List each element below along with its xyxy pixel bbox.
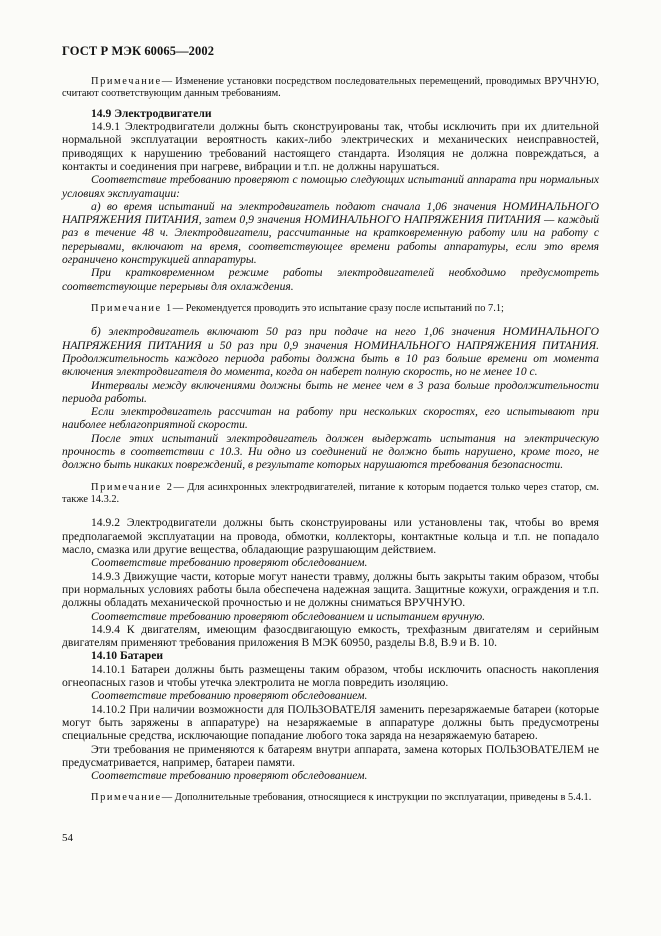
note-1: [62, 303, 599, 315]
document-body: [62, 76, 599, 805]
test-item-b: б) электродвигатель включают 50 раз при подаче на него 1,06 значения НОМИНАЛЬНОГО НАПРЯЖЕНИЯ ПИТАНИЯ и 50 раз при 0,9 значения НОМИНАЛЬНОГО НАПРЯЖЕНИЯ ПИТАНИЯ. Продолжительность каждого периода работы должна быть в 10 раз больше времени от момента включения электродвигателя до момента, когда он наберет полную скорость, но не менее 10 с.: [62, 325, 599, 379]
note-final: [62, 792, 599, 804]
note-final-text: — Дополнительные требования, относящиеся к инструкции по эксплуатации, приведены в 5.4.1.: [161, 792, 592, 804]
clause-14-10-2-check: Соответствие требованию проверяют обследованием.: [91, 769, 368, 783]
note-text: — Изменение установки посредством последовательных перемещений, проводимых ВРУЧНУЮ, считают соответствующим данным требованиям.: [62, 76, 599, 100]
note-2: [62, 482, 599, 507]
section-title-14-9: 14.9 Электродвигатели: [91, 106, 212, 120]
clause-14-9-1: 14.9.1 Электродвигатели должны быть сконструированы так, чтобы исключить при их длительной нормальной эксплуатации вероятность каких-либо электрических и механических неисправностей, приводящих к нарушению требований настоящего стандарта. Изоляция не должна повреждаться, а контакты и соединения при нагреве, вибрации и т.п. не должны нарушаться.: [62, 120, 599, 173]
clause-14-10-1-check: Соответствие требованию проверяют обследованием.: [91, 689, 368, 703]
section-title-14-10: 14.10 Батареи: [91, 649, 164, 663]
compliance-check-intro: Соответствие требованию проверяют с помощью следующих испытаний аппарата при нормальных условиях эксплуатации:: [62, 173, 599, 200]
clause-14-9-4: 14.9.4 К двигателям, имеющим фазосдвигающую емкость, трехфазным двигателям и серийным двигателям применяют требования приложения В МЭК 60950, разделы В.8, В.9 и В. 10.: [62, 622, 599, 650]
clause-14-9-2-check: Соответствие требованию проверяют обследованием.: [91, 556, 368, 570]
clause-14-10-1: 14.10.1 Батареи должны быть размещены таким образом, чтобы исключить опасность накопления огнеопасных газов и чтобы утечка электролита не могла повредить изоляцию.: [62, 662, 599, 690]
test-item-b-speeds: Если электродвигатель рассчитан на работу при нескольких скоростях, его испытывают при наиболее неблагоприятной скорости.: [62, 405, 599, 432]
note-final-label: Примечание: [91, 792, 162, 804]
page-number: 54: [62, 832, 73, 844]
document-header: ГОСТ Р МЭК 60065—2002: [62, 44, 215, 58]
clause-14-9-3-check: Соответствие требованию проверяют обследованием и испытанием вручную.: [91, 609, 486, 623]
note-1-text: — Рекомендуется проводить это испытание сразу после испытаний по 7.1;: [172, 302, 504, 314]
note-intro: [62, 76, 599, 101]
test-item-b-after: После этих испытаний электродвигатель должен выдержать испытания на электрическую прочность в соответствии с 10.3. Ни одно из соединений не должно быть нарушено, кроме того, не должно быть никаких повреждений, в результате которых нарушаются требования безопасности.: [62, 431, 599, 472]
clause-14-10-2: 14.10.2 При наличии возможности для ПОЛЬЗОВАТЕЛЯ заменить перезаряжаемые батареи (которые могут быть заряжены в аппаратуре) на незаряжаемые в аппаратуре должны быть предусмотрены специальные средства, исключающие попадание любого тока заряда на незаряжаемую батарею.: [62, 702, 599, 743]
note-label: Примечание: [91, 76, 162, 87]
clause-14-9-3: 14.9.3 Движущие части, которые могут нанести травму, должны быть закрыты таким образом, чтобы при нормальных условиях работы была обеспечена надежная защита. Защитные кожухи, ограждения и т.п. должны обладать механической прочностью и не должны сниматься ВРУЧНУЮ.: [62, 569, 599, 610]
note-1-label: Примечание 1: [91, 302, 173, 314]
test-item-b-interval: Интервалы между включениями должны быть не менее чем в 3 раза больше продолжительности периода работы.: [62, 378, 599, 405]
note-2-label: Примечание 2: [91, 481, 174, 493]
test-item-a-short-duty: При кратковременном режиме работы электродвигателей необходимо предусмотреть соответствующие перерывы для охлаждения.: [62, 266, 599, 293]
test-item-a: а) во время испытаний на электродвигатель подают сначала 1,06 значения НОМИНАЛЬНОГО НАПРЯЖЕНИЯ ПИТАНИЯ, затем 0,9 значения НОМИНАЛЬНОГО НАПРЯЖЕНИЯ ПИТАНИЯ — каждый раз в течение 48 ч. Электродвигатели, рассчитанные на кратковременную работу или на работу с перерывами, включают на время, соответствующее времени работы аппаратуры, если это время ограничено конструкцией аппаратуры.: [62, 199, 599, 267]
clause-14-9-2: 14.9.2 Электродвигатели должны быть сконструированы или установлены так, чтобы во время предполагаемой эксплуатации на провода, обмотки, коллекторы, контактные кольца и т.п. не попадало масло, смазка или другие вещества, обладающие разрушающим действием.: [62, 516, 599, 557]
clause-14-10-2-extra: Эти требования не применяются к батареям внутри аппарата, замена которых ПОЛЬЗОВАТЕЛЕМ не предусматривается, например, батареи памяти.: [62, 742, 599, 769]
note-2-text: — Для асинхронных электродвигателей, питание к которым подается только через статор, см. также 14.3.2.: [62, 481, 599, 506]
